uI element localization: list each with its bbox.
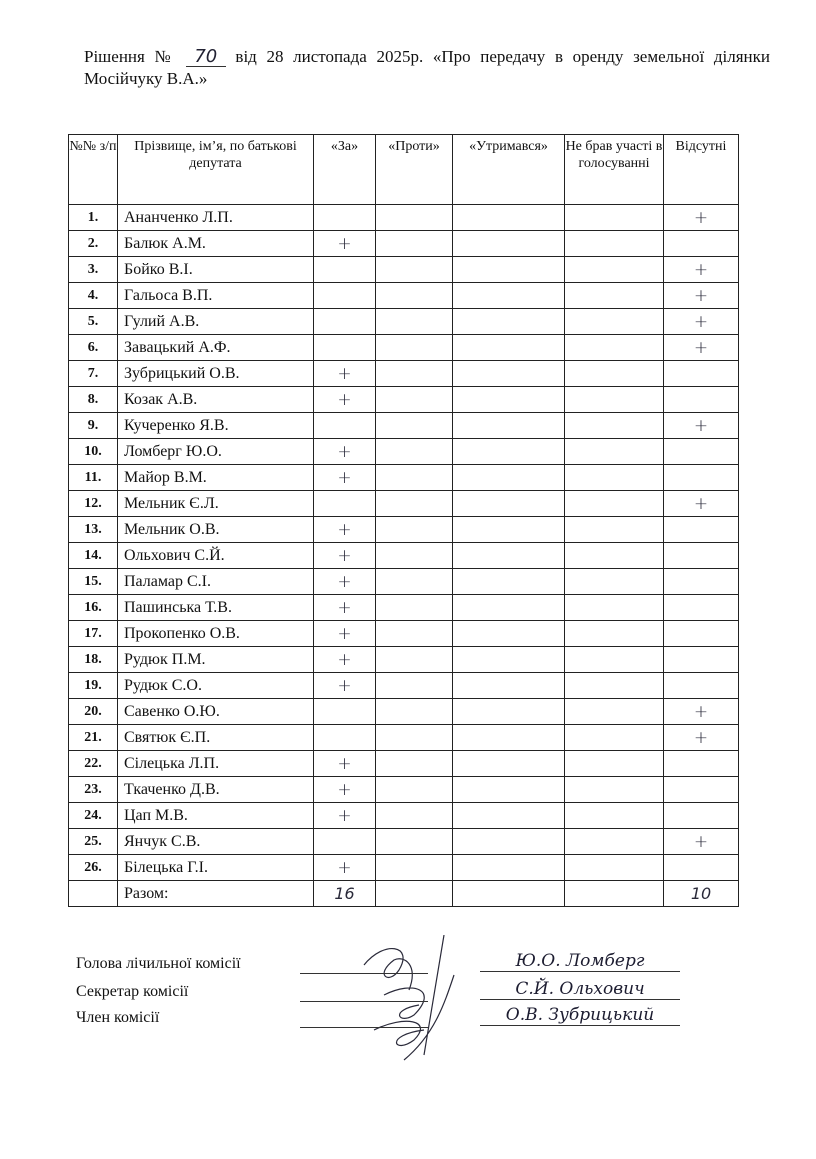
table-header-row bbox=[69, 135, 739, 205]
vote-abstained bbox=[453, 309, 565, 335]
vote-for bbox=[314, 257, 376, 283]
table-row bbox=[69, 673, 739, 699]
table-row bbox=[69, 335, 739, 361]
vote-against bbox=[376, 621, 453, 647]
deputy-name: Мельник О.В. bbox=[118, 517, 314, 543]
row-number: 23. bbox=[69, 777, 118, 803]
signature-line bbox=[300, 1027, 428, 1028]
vote-for: + bbox=[314, 673, 376, 699]
vote-absent bbox=[664, 777, 739, 803]
vote-not-voting bbox=[565, 673, 664, 699]
total-for: 16 bbox=[314, 881, 376, 907]
row-number: 5. bbox=[69, 309, 118, 335]
signature-name: С.Й. Ольхович bbox=[480, 979, 680, 1000]
vote-not-voting bbox=[565, 803, 664, 829]
row-number: 18. bbox=[69, 647, 118, 673]
vote-for bbox=[314, 491, 376, 517]
vote-abstained bbox=[453, 257, 565, 283]
vote-for bbox=[314, 699, 376, 725]
row-number: 19. bbox=[69, 673, 118, 699]
vote-not-voting bbox=[565, 439, 664, 465]
vote-absent: + bbox=[664, 257, 739, 283]
table-row bbox=[69, 413, 739, 439]
table-row bbox=[69, 517, 739, 543]
table-row bbox=[69, 361, 739, 387]
vote-not-voting bbox=[565, 777, 664, 803]
deputy-name: Кучеренко Я.В. bbox=[118, 413, 314, 439]
deputy-name: Святюк Є.П. bbox=[118, 725, 314, 751]
row-number: 12. bbox=[69, 491, 118, 517]
total-number-cell bbox=[69, 881, 118, 907]
vote-against bbox=[376, 361, 453, 387]
vote-absent bbox=[664, 751, 739, 777]
vote-for: + bbox=[314, 855, 376, 881]
deputy-name: Гальоса В.П. bbox=[118, 283, 314, 309]
vote-absent: + bbox=[664, 283, 739, 309]
vote-for bbox=[314, 725, 376, 751]
row-number: 7. bbox=[69, 361, 118, 387]
deputy-name: Козак А.В. bbox=[118, 387, 314, 413]
vote-against bbox=[376, 517, 453, 543]
vote-abstained bbox=[453, 231, 565, 257]
deputy-name: Рудюк С.О. bbox=[118, 673, 314, 699]
total-not-voting bbox=[565, 881, 664, 907]
vote-against bbox=[376, 803, 453, 829]
vote-absent: + bbox=[664, 491, 739, 517]
vote-abstained bbox=[453, 543, 565, 569]
deputy-name: Ломберг Ю.О. bbox=[118, 439, 314, 465]
voting-table bbox=[68, 134, 739, 907]
vote-absent: + bbox=[664, 309, 739, 335]
table-row bbox=[69, 725, 739, 751]
vote-against bbox=[376, 829, 453, 855]
vote-for bbox=[314, 829, 376, 855]
row-number: 14. bbox=[69, 543, 118, 569]
deputy-name: Завацький А.Ф. bbox=[118, 335, 314, 361]
deputy-name: Савенко О.Ю. bbox=[118, 699, 314, 725]
vote-not-voting bbox=[565, 413, 664, 439]
deputy-name: Рудюк П.М. bbox=[118, 647, 314, 673]
deputy-name: Білецька Г.І. bbox=[118, 855, 314, 881]
vote-abstained bbox=[453, 621, 565, 647]
table-row bbox=[69, 283, 739, 309]
deputy-name: Балюк А.М. bbox=[118, 231, 314, 257]
vote-against bbox=[376, 777, 453, 803]
vote-absent: + bbox=[664, 413, 739, 439]
vote-against bbox=[376, 231, 453, 257]
deputy-name: Ткаченко Д.В. bbox=[118, 777, 314, 803]
vote-for: + bbox=[314, 517, 376, 543]
vote-absent bbox=[664, 569, 739, 595]
vote-absent: + bbox=[664, 335, 739, 361]
vote-not-voting bbox=[565, 595, 664, 621]
decision-title: від 28 листопада 2025р. «Про передачу в оренду земельної ділянки Мосійчуку В.А.» bbox=[84, 47, 770, 88]
row-number: 16. bbox=[69, 595, 118, 621]
vote-for bbox=[314, 309, 376, 335]
table-row bbox=[69, 621, 739, 647]
vote-absent bbox=[664, 621, 739, 647]
table-row bbox=[69, 829, 739, 855]
vote-against bbox=[376, 647, 453, 673]
vote-against bbox=[376, 283, 453, 309]
signature-row-member bbox=[76, 1005, 716, 1035]
table-row bbox=[69, 439, 739, 465]
vote-against bbox=[376, 569, 453, 595]
deputy-name: Цап М.В. bbox=[118, 803, 314, 829]
vote-not-voting bbox=[565, 205, 664, 231]
table-row bbox=[69, 777, 739, 803]
vote-absent: + bbox=[664, 205, 739, 231]
row-number: 20. bbox=[69, 699, 118, 725]
vote-abstained bbox=[453, 283, 565, 309]
row-number: 15. bbox=[69, 569, 118, 595]
vote-abstained bbox=[453, 803, 565, 829]
vote-for: + bbox=[314, 361, 376, 387]
vote-against bbox=[376, 855, 453, 881]
vote-absent: + bbox=[664, 725, 739, 751]
vote-for: + bbox=[314, 751, 376, 777]
vote-abstained bbox=[453, 465, 565, 491]
vote-not-voting bbox=[565, 387, 664, 413]
vote-for: + bbox=[314, 621, 376, 647]
total-absent: 10 bbox=[664, 881, 739, 907]
vote-not-voting bbox=[565, 543, 664, 569]
vote-for: + bbox=[314, 465, 376, 491]
vote-not-voting bbox=[565, 257, 664, 283]
deputy-name: Ольхович С.Й. bbox=[118, 543, 314, 569]
vote-against bbox=[376, 309, 453, 335]
vote-against bbox=[376, 699, 453, 725]
row-number: 17. bbox=[69, 621, 118, 647]
vote-for: + bbox=[314, 439, 376, 465]
vote-absent bbox=[664, 361, 739, 387]
vote-for: + bbox=[314, 647, 376, 673]
vote-abstained bbox=[453, 569, 565, 595]
table-row bbox=[69, 465, 739, 491]
vote-against bbox=[376, 335, 453, 361]
deputy-name: Прокопенко О.В. bbox=[118, 621, 314, 647]
table-row bbox=[69, 205, 739, 231]
vote-against bbox=[376, 673, 453, 699]
table-row bbox=[69, 569, 739, 595]
vote-against bbox=[376, 491, 453, 517]
vote-abstained bbox=[453, 387, 565, 413]
header-against: «Проти» bbox=[376, 135, 453, 205]
signature-line bbox=[300, 973, 428, 974]
decision-number: 70 bbox=[186, 48, 226, 67]
deputy-name: Майор В.М. bbox=[118, 465, 314, 491]
vote-against bbox=[376, 439, 453, 465]
table-row bbox=[69, 803, 739, 829]
vote-not-voting bbox=[565, 829, 664, 855]
deputy-name: Мельник Є.Л. bbox=[118, 491, 314, 517]
total-label: Разом: bbox=[118, 881, 314, 907]
table-row bbox=[69, 751, 739, 777]
row-number: 26. bbox=[69, 855, 118, 881]
total-abstained bbox=[453, 881, 565, 907]
vote-abstained bbox=[453, 335, 565, 361]
vote-abstained bbox=[453, 517, 565, 543]
header-abstained: «Утримався» bbox=[453, 135, 565, 205]
signature-role: Секретар комісії bbox=[76, 983, 189, 1000]
vote-absent bbox=[664, 439, 739, 465]
header-for: «За» bbox=[314, 135, 376, 205]
vote-for: + bbox=[314, 777, 376, 803]
deputy-name: Ананченко Л.П. bbox=[118, 205, 314, 231]
table-row bbox=[69, 699, 739, 725]
row-number: 1. bbox=[69, 205, 118, 231]
vote-absent bbox=[664, 387, 739, 413]
total-against bbox=[376, 881, 453, 907]
vote-not-voting bbox=[565, 491, 664, 517]
vote-abstained bbox=[453, 855, 565, 881]
row-number: 25. bbox=[69, 829, 118, 855]
table-row bbox=[69, 595, 739, 621]
vote-not-voting bbox=[565, 361, 664, 387]
vote-abstained bbox=[453, 699, 565, 725]
vote-not-voting bbox=[565, 283, 664, 309]
row-number: 21. bbox=[69, 725, 118, 751]
table-body bbox=[69, 205, 739, 881]
vote-for: + bbox=[314, 231, 376, 257]
vote-not-voting bbox=[565, 335, 664, 361]
table-row bbox=[69, 491, 739, 517]
vote-abstained bbox=[453, 673, 565, 699]
deputy-name: Гулий А.В. bbox=[118, 309, 314, 335]
deputy-name: Паламар С.І. bbox=[118, 569, 314, 595]
vote-absent bbox=[664, 231, 739, 257]
vote-absent bbox=[664, 517, 739, 543]
vote-for bbox=[314, 413, 376, 439]
vote-abstained bbox=[453, 751, 565, 777]
vote-absent bbox=[664, 855, 739, 881]
vote-for bbox=[314, 205, 376, 231]
vote-abstained bbox=[453, 491, 565, 517]
deputy-name: Бойко В.І. bbox=[118, 257, 314, 283]
vote-abstained bbox=[453, 361, 565, 387]
vote-absent bbox=[664, 595, 739, 621]
vote-against bbox=[376, 257, 453, 283]
vote-not-voting bbox=[565, 699, 664, 725]
vote-not-voting bbox=[565, 231, 664, 257]
header-not-voting: Не брав участі в голосуванні bbox=[565, 135, 664, 205]
vote-not-voting bbox=[565, 569, 664, 595]
vote-for bbox=[314, 335, 376, 361]
signature-row-chair bbox=[76, 951, 716, 981]
total-row bbox=[69, 881, 739, 907]
vote-abstained bbox=[453, 829, 565, 855]
vote-for: + bbox=[314, 387, 376, 413]
signature-name: О.В. Зубрицький bbox=[480, 1005, 680, 1026]
row-number: 9. bbox=[69, 413, 118, 439]
deputy-name: Янчук С.В. bbox=[118, 829, 314, 855]
table-row bbox=[69, 855, 739, 881]
vote-against bbox=[376, 725, 453, 751]
signature-name: Ю.О. Ломберг bbox=[480, 951, 680, 972]
vote-not-voting bbox=[565, 621, 664, 647]
vote-for: + bbox=[314, 595, 376, 621]
vote-absent bbox=[664, 647, 739, 673]
deputy-name: Зубрицький О.В. bbox=[118, 361, 314, 387]
vote-not-voting bbox=[565, 517, 664, 543]
signature-block bbox=[76, 951, 716, 1065]
vote-for: + bbox=[314, 543, 376, 569]
vote-abstained bbox=[453, 439, 565, 465]
vote-abstained bbox=[453, 595, 565, 621]
table-row bbox=[69, 231, 739, 257]
vote-not-voting bbox=[565, 309, 664, 335]
vote-not-voting bbox=[565, 751, 664, 777]
table-row bbox=[69, 647, 739, 673]
vote-abstained bbox=[453, 413, 565, 439]
row-number: 4. bbox=[69, 283, 118, 309]
vote-abstained bbox=[453, 725, 565, 751]
table-row bbox=[69, 309, 739, 335]
row-number: 13. bbox=[69, 517, 118, 543]
vote-against bbox=[376, 205, 453, 231]
vote-absent bbox=[664, 543, 739, 569]
vote-absent: + bbox=[664, 699, 739, 725]
signature-role: Голова лічильної комісії bbox=[76, 955, 241, 972]
table-row bbox=[69, 543, 739, 569]
row-number: 3. bbox=[69, 257, 118, 283]
deputy-name: Пашинська Т.В. bbox=[118, 595, 314, 621]
row-number: 22. bbox=[69, 751, 118, 777]
deputy-name: Сілецька Л.П. bbox=[118, 751, 314, 777]
decision-heading bbox=[84, 46, 770, 90]
vote-against bbox=[376, 413, 453, 439]
vote-absent bbox=[664, 803, 739, 829]
row-number: 6. bbox=[69, 335, 118, 361]
row-number: 8. bbox=[69, 387, 118, 413]
vote-not-voting bbox=[565, 465, 664, 491]
vote-absent: + bbox=[664, 829, 739, 855]
signature-role: Член комісії bbox=[76, 1009, 160, 1026]
vote-not-voting bbox=[565, 855, 664, 881]
vote-against bbox=[376, 595, 453, 621]
decision-prefix: Рішення № bbox=[84, 47, 177, 66]
vote-abstained bbox=[453, 647, 565, 673]
header-number: №№ з/п bbox=[69, 135, 118, 205]
vote-abstained bbox=[453, 205, 565, 231]
signature-line bbox=[300, 1001, 428, 1002]
header-absent: Відсутні bbox=[664, 135, 739, 205]
table-row bbox=[69, 257, 739, 283]
row-number: 2. bbox=[69, 231, 118, 257]
vote-absent bbox=[664, 673, 739, 699]
row-number: 10. bbox=[69, 439, 118, 465]
header-name: Прізвище, ім’я, по батькові депутата bbox=[118, 135, 314, 205]
vote-for: + bbox=[314, 803, 376, 829]
vote-for: + bbox=[314, 569, 376, 595]
row-number: 24. bbox=[69, 803, 118, 829]
vote-against bbox=[376, 543, 453, 569]
vote-absent bbox=[664, 465, 739, 491]
vote-against bbox=[376, 465, 453, 491]
vote-not-voting bbox=[565, 725, 664, 751]
vote-against bbox=[376, 751, 453, 777]
vote-against bbox=[376, 387, 453, 413]
vote-for bbox=[314, 283, 376, 309]
row-number: 11. bbox=[69, 465, 118, 491]
table-row bbox=[69, 387, 739, 413]
vote-abstained bbox=[453, 777, 565, 803]
vote-not-voting bbox=[565, 647, 664, 673]
